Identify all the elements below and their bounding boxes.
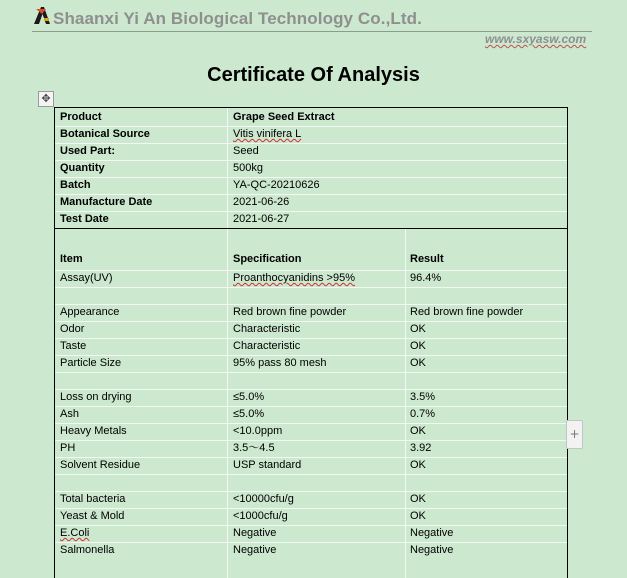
cell-spec: 3.5～4.5: [233, 442, 275, 454]
cell-item: Assay(UV): [60, 272, 113, 284]
cell-result: Red brown fine powder: [410, 306, 524, 318]
cell-item: Taste: [60, 340, 87, 352]
cell-spec: ≤5.0%: [233, 391, 265, 403]
cell-result: OK: [410, 459, 426, 471]
cell-result: OK: [410, 323, 426, 335]
cell-result: 96.4%: [410, 272, 442, 284]
info-value: Vitis vinifera L: [233, 128, 302, 140]
company-logo-icon: [33, 5, 51, 25]
cell-spec: Characteristic: [233, 340, 301, 352]
grid-line: [55, 372, 567, 373]
cell-item: Heavy Metals: [60, 425, 127, 437]
cell-item: Yeast & Mold: [60, 510, 125, 522]
cell-spec: Proanthocyanidins >95%: [233, 272, 355, 284]
info-label: Botanical Source: [60, 128, 150, 140]
cell-item: Solvent Residue: [60, 459, 141, 471]
info-label: Test Date: [60, 213, 109, 225]
grid-line: [55, 126, 567, 127]
info-value: 2021-06-27: [233, 213, 290, 225]
cell-result: OK: [410, 493, 426, 505]
grid-line: [55, 406, 567, 407]
info-value: 2021-06-26: [233, 196, 290, 208]
cell-item: PH: [60, 442, 76, 454]
add-icon[interactable]: +: [566, 420, 583, 449]
cell-result: OK: [410, 425, 426, 437]
grid-line: [55, 321, 567, 322]
info-value: Grape Seed Extract: [233, 111, 335, 123]
grid-line: [55, 491, 567, 492]
info-value: 500kg: [233, 162, 263, 174]
grid-line: [55, 508, 567, 509]
info-label: Batch: [60, 179, 91, 191]
grid-line: [55, 389, 567, 390]
cell-spec: Red brown fine powder: [233, 306, 347, 318]
cell-item: Odor: [60, 323, 85, 335]
cell-spec: <10000cfu/g: [233, 493, 294, 505]
cell-result: Negative: [410, 527, 454, 539]
move-handle-icon[interactable]: ✥: [38, 91, 54, 107]
cell-item: Ash: [60, 408, 79, 420]
grid-line: [55, 270, 567, 271]
document-title: Certificate Of Analysis: [207, 64, 420, 86]
cell-item: Total bacteria: [60, 493, 126, 505]
cell-spec: USP standard: [233, 459, 302, 471]
cell-result: Negative: [410, 544, 454, 556]
grid-line: [55, 423, 567, 424]
info-value: Seed: [233, 145, 259, 157]
company-website: www.sxyasw.com: [485, 32, 587, 46]
grid-line: [55, 287, 567, 288]
company-name: Shaanxi Yi An Biological Technology Co.,Ltd.: [53, 9, 422, 28]
cell-result: OK: [410, 510, 426, 522]
coa-table: [54, 107, 568, 578]
cell-spec: 95% pass 80 mesh: [233, 357, 327, 369]
grid-line: [55, 440, 567, 441]
info-value: YA-QC-20210626: [233, 179, 320, 191]
cell-item: Particle Size: [60, 357, 122, 369]
grid-line: [55, 474, 567, 475]
cell-spec: Characteristic: [233, 323, 301, 335]
grid-line: [55, 194, 567, 195]
cell-spec: Negative: [233, 544, 277, 556]
grid-line: [55, 211, 567, 212]
info-label: Product: [60, 111, 102, 123]
section-divider: [55, 228, 567, 229]
grid-line: [55, 304, 567, 305]
grid-line: [55, 177, 567, 178]
cell-result: 3.5%: [410, 391, 436, 403]
cell-item: Salmonella: [60, 544, 115, 556]
cell-item: Loss on drying: [60, 391, 132, 403]
cell-result: OK: [410, 340, 426, 352]
grid-line: [55, 338, 567, 339]
grid-line: [55, 143, 567, 144]
cell-item: Appearance: [60, 306, 120, 318]
grid-line: [55, 542, 567, 543]
info-label: Manufacture Date: [60, 196, 153, 208]
grid-line: [55, 160, 567, 161]
column-header-spec: Specification: [233, 253, 302, 265]
column-header-item: Item: [60, 253, 83, 265]
cell-result: 0.7%: [410, 408, 436, 420]
column-header-result: Result: [410, 253, 444, 265]
grid-line: [55, 457, 567, 458]
grid-line: [55, 525, 567, 526]
cell-spec: <1000cfu/g: [233, 510, 288, 522]
cell-result: 3.92: [410, 442, 432, 454]
cell-spec: <10.0ppm: [233, 425, 283, 437]
cell-result: OK: [410, 357, 426, 369]
grid-line: [55, 355, 567, 356]
info-label: Used Part:: [60, 145, 116, 157]
info-label: Quantity: [60, 162, 105, 174]
cell-item: E.Coli: [60, 527, 90, 539]
cell-spec: ≤5.0%: [233, 408, 265, 420]
cell-spec: Negative: [233, 527, 277, 539]
